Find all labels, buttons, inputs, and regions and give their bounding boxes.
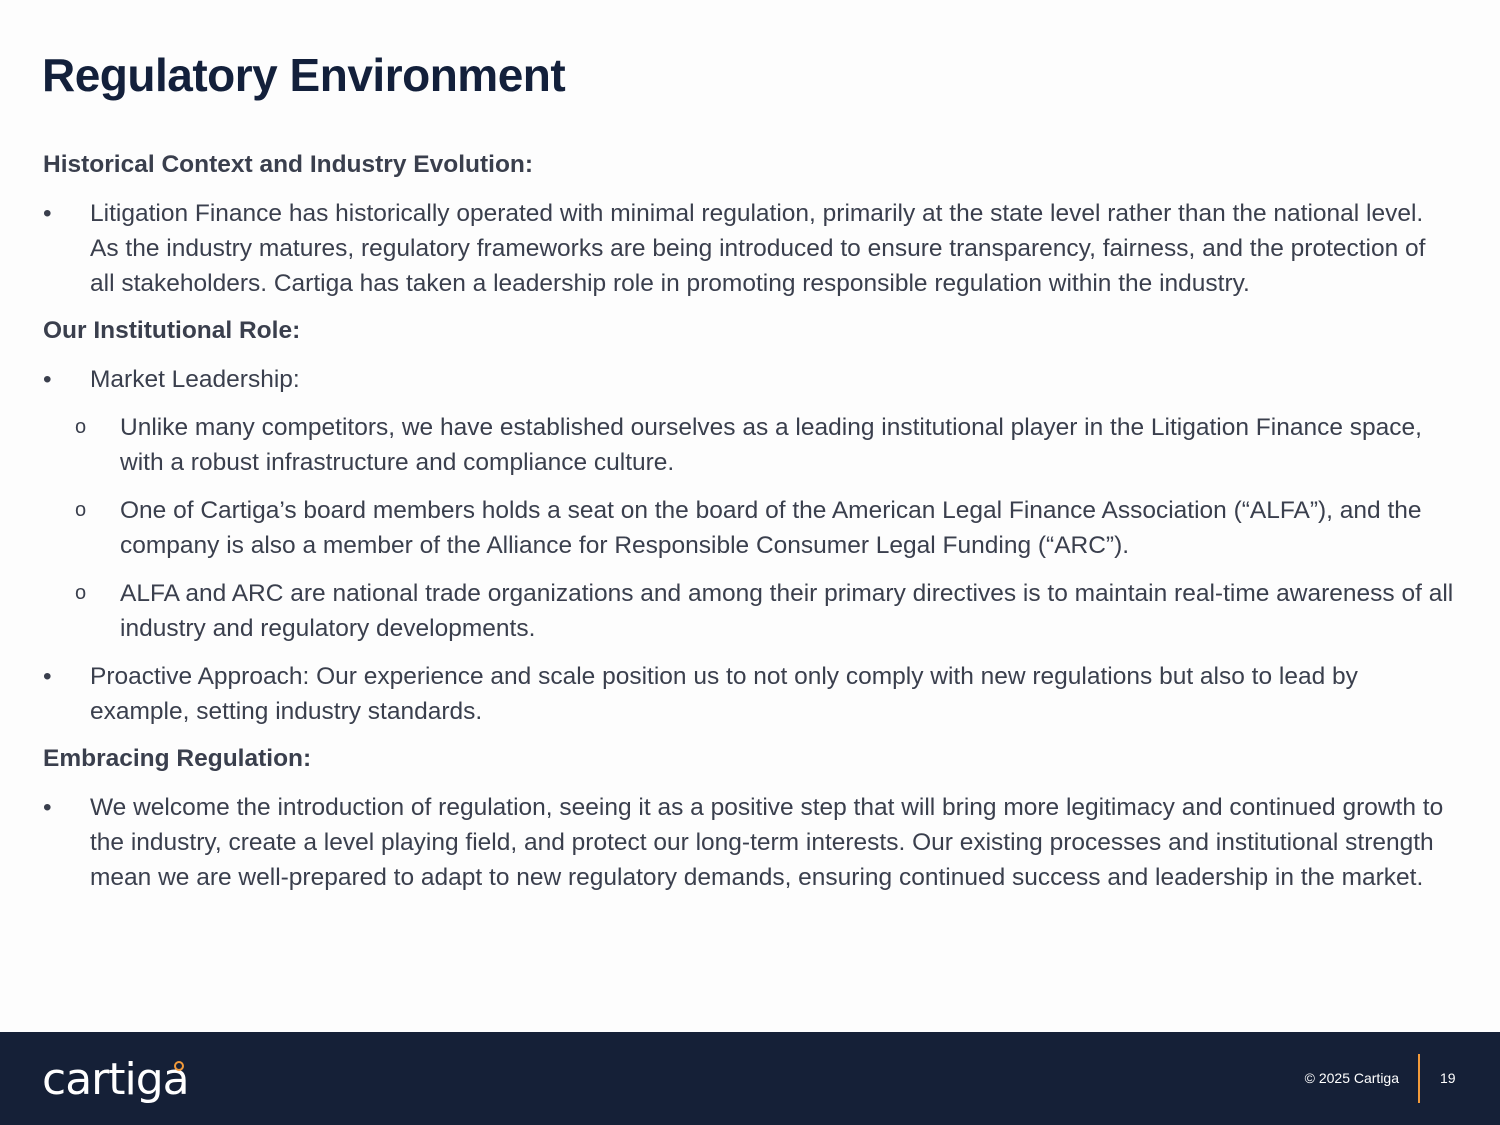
slide-content (43, 148, 1455, 908)
copyright-text: © 2025 Cartiga (1304, 1070, 1399, 1086)
list-item (43, 362, 1455, 397)
sub-list-item (43, 493, 1455, 563)
sub-bullet-marker: o (75, 582, 87, 604)
sub-bullet-marker: o (75, 499, 87, 521)
logo-dot-icon (174, 1061, 184, 1071)
section-heading-historical: Historical Context and Industry Evolution: (43, 151, 534, 178)
page-title: Regulatory Environment (42, 49, 566, 101)
cartiga-logo: cartiga (42, 1054, 189, 1105)
footer-bar (0, 1032, 1500, 1125)
section-heading-institutional: Our Institutional Role: (43, 317, 301, 344)
bullet-text: Litigation Finance has historically operated with minimal regulation, primarily at the state level rather than the national level. As the industry matures, regulatory frameworks are being introduced to ensure transparency, fairness, and the protection of all stakeholders. Cartiga has taken a leadership role in promoting responsible regulation within the industry. (90, 200, 1426, 297)
sub-list-item (43, 576, 1455, 646)
list-item (43, 790, 1455, 895)
bullet-text: We welcome the introduction of regulation, seeing it as a positive step that will bring more legitimacy and continued growth to the industry, create a level playing field, and protect our long-term interests. Our existing processes and institutional strength mean we are well-prepared to adapt to new regulatory demands, ensuring continued success and leadership in the market. (90, 794, 1444, 891)
bullet-marker: • (43, 200, 52, 227)
bullet-text: Proactive Approach: Our experience and scale position us to not only comply with new regulations but also to lead by example, setting industry standards. (90, 663, 1358, 725)
list-item (43, 659, 1455, 729)
section-heading-embracing: Embracing Regulation: (43, 745, 312, 772)
list-item (43, 196, 1455, 301)
sub-bullet-text: Unlike many competitors, we have established ourselves as a leading institutional player in the Litigation Finance space, with a robust infrastructure and compliance culture. (120, 414, 1422, 476)
bullet-text: Market Leadership: (90, 366, 300, 393)
bullet-marker: • (43, 663, 52, 690)
sub-bullet-text: One of Cartiga’s board members holds a seat on the board of the American Legal Finance Association (“ALFA”), and the company is also a member of the Alliance for Responsible Consumer Legal Funding (“ARC”). (120, 497, 1422, 559)
sub-bullet-marker: o (75, 416, 87, 438)
sub-list-item (43, 410, 1455, 480)
page-number: 19 (1440, 1070, 1456, 1086)
footer-divider (1418, 1054, 1420, 1103)
bullet-marker: • (43, 794, 52, 821)
bullet-marker: • (43, 366, 52, 393)
sub-bullet-text: ALFA and ARC are national trade organizations and among their primary directives is to maintain real-time awareness of all industry and regulatory developments. (120, 580, 1454, 642)
